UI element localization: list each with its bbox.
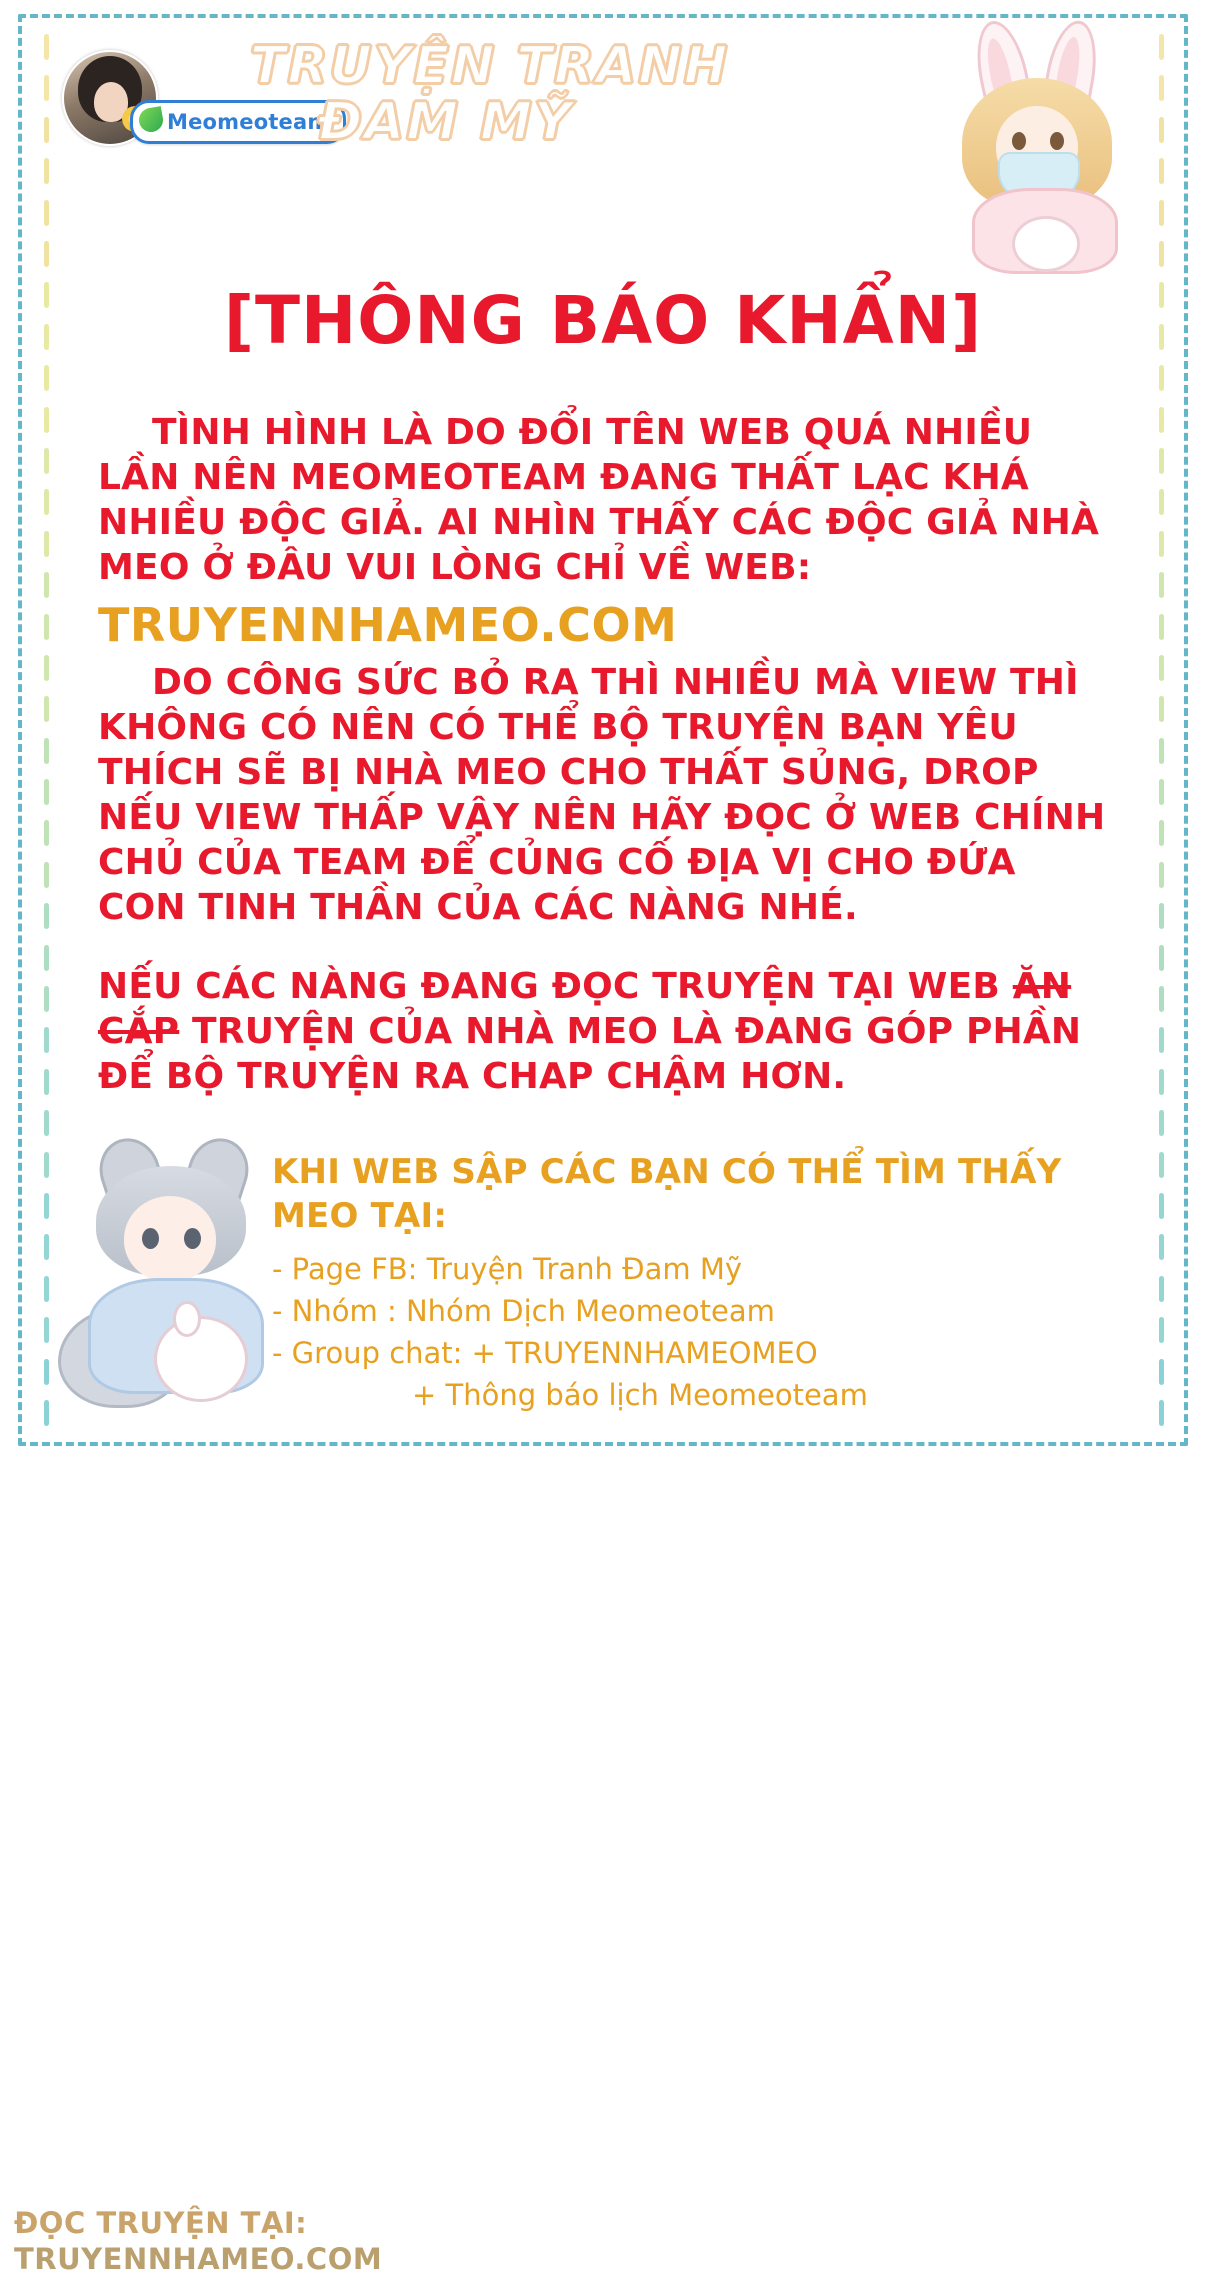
list-item: + Thông báo lịch Meomeoteam: [412, 1378, 868, 1412]
contact-section: [272, 1150, 1112, 1416]
credit-line-2: TRUYENNHAMEO.COM: [14, 2242, 383, 2276]
footer-credit: [14, 2205, 382, 2277]
list-item: - Page FB: Truyện Tranh Đam Mỹ: [272, 1252, 743, 1286]
contact-list: [272, 1248, 1112, 1416]
title-line-1: TRUYỆN TRANH: [250, 36, 730, 96]
credit-line-1: ĐỌC TRUYỆN TẠI:: [14, 2206, 308, 2240]
notice-paragraph-1: TÌNH HÌNH LÀ DO ĐỔI TÊN WEB QUÁ NHIỀU LẦN NÊN MEOMEOTEAM ĐANG THẤT LẠC KHÁ NHIỀU ĐỘC GIẢ. AI NHÌN THẤY CÁC ĐỘC GIẢ NHÀ MEO Ở ĐÂU VUI LÒNG CHỈ VỀ WEB:: [98, 412, 1100, 588]
notice-body: [98, 410, 1108, 1099]
contact-lead: KHI WEB SẬP CÁC BẠN CÓ THỂ TÌM THẤY MEO TẠI:: [272, 1152, 1062, 1236]
leaf-icon: [137, 106, 165, 134]
website-url: TRUYENNHAMEO.COM: [98, 598, 678, 652]
paragraph-3-pre: NẾU CÁC NÀNG ĐANG ĐỌC TRUYỆN TẠI WEB: [98, 966, 1013, 1007]
page-title: [250, 38, 890, 150]
list-item: - Group chat: + TRUYENNHAMEOMEO: [272, 1336, 818, 1370]
bunny-girl-icon: [928, 20, 1158, 270]
notice-title: [THÔNG BÁO KHẨN]: [223, 282, 983, 359]
paragraph-3-post: TRUYỆN CỦA NHÀ MEO LÀ ĐANG GÓP PHẦN ĐỂ BỘ TRUYỆN RA CHAP CHẬM HƠN.: [98, 1011, 1082, 1097]
title-line-2: ĐAM MỸ: [318, 92, 574, 152]
fox-boy-icon: [58, 1120, 308, 1410]
brand-badge-label: Meomeoteam: [167, 110, 330, 134]
notice-paragraph-3: [98, 964, 1108, 1099]
list-item: - Nhóm : Nhóm Dịch Meomeoteam: [272, 1294, 775, 1328]
paragraph-3-strikethrough: ĂN CẮP: [98, 966, 1072, 1052]
notice-paragraph-2: DO CÔNG SỨC BỎ RA THÌ NHIỀU MÀ VIEW THÌ KHÔNG CÓ NÊN CÓ THỂ BỘ TRUYỆN BẠN YÊU THÍCH SẼ BỊ NHÀ MEO CHO THẤT SỦNG, DROP NẾU VIEW THẤP VẬY NÊN HÃY ĐỌC Ở WEB CHÍNH CHỦ CỦA TEAM ĐỂ CỦNG CỐ ĐỊA VỊ CHO ĐỨA CON TINH THẦN CỦA CÁC NÀNG NHÉ.: [98, 662, 1106, 928]
